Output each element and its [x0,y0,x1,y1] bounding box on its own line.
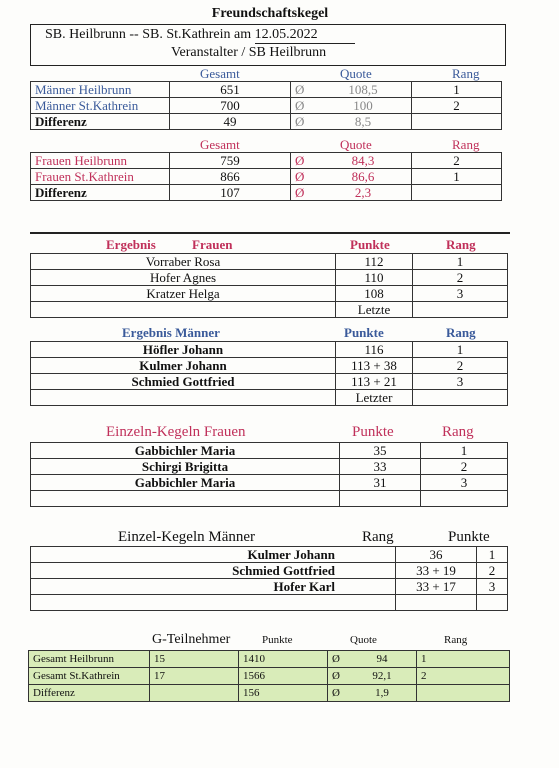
team-rang: 1 [417,651,510,668]
team-quote: 1,9 [348,685,417,702]
team-quote: 100 [315,98,412,114]
team-gesamt: 700 [170,98,291,114]
team-rang [417,685,510,702]
event-header-box [30,24,506,66]
team-name: Gesamt St.Kathrein [29,668,150,685]
player-name: Kulmer Johann [31,547,396,563]
table-row [31,563,508,579]
table-row [31,185,502,201]
player-name: Gabbichler Maria [31,443,340,459]
team-punkte: 1566 [239,668,328,685]
table-row [31,302,508,318]
player-punkte: 31 [340,475,421,491]
player-rang: 2 [413,270,508,286]
team-name: Männer Heilbrunn [31,82,170,98]
team-name: Gesamt Heilbrunn [29,651,150,668]
section-title-g-teilnehmer: G-Teilnehmer [152,632,231,647]
table-row [31,286,508,302]
team-quote: 8,5 [315,114,412,130]
team-quote: 108,5 [315,82,412,98]
table-row [31,358,508,374]
player-name: Gabbichler Maria [31,475,340,491]
table-row [31,579,508,595]
player-rang: 36 [396,547,477,563]
team-quote: 84,3 [315,153,412,169]
team-gesamt: 759 [170,153,291,169]
player-punkte: 110 [336,270,413,286]
col-punkte-label: Punkte [350,237,390,252]
table-row [31,374,508,390]
col-gesamt-label: Gesamt [200,66,240,81]
col-rang-label: Rang [442,424,474,440]
g-teilnehmer-table [28,650,510,702]
col-gesamt-label: Gesamt [200,137,240,152]
table-row [31,342,508,358]
col-punkte-label: Punkte [262,634,293,646]
player-punkte: 112 [336,254,413,270]
player-rang: 1 [413,254,508,270]
table-row [31,153,502,169]
player-punkte: 35 [340,443,421,459]
team-quote: 94 [348,651,417,668]
team-rang: 1 [412,82,502,98]
team-name: Frauen Heilbrunn [31,153,170,169]
event-teams: SB. Heilbrunn -- SB. St.Kathrein am [45,27,255,42]
ergebnis-frauen-table [30,253,508,318]
team-name: Männer St.Kathrein [31,98,170,114]
team-count: 15 [150,651,239,668]
player-rang [421,491,508,507]
player-name: Schmied Gottfried [31,563,396,579]
avg-symbol: Ø [291,98,316,114]
player-rang [413,390,508,406]
organizer-line: Veranstalter / SB Heilbrunn [171,45,327,60]
player-rang: 3 [413,286,508,302]
team-name: Frauen St.Kathrein [31,169,170,185]
section-title-einzel-frauen: Einzeln-Kegeln Frauen [106,424,246,440]
section-title-ergebnis-maenner: Ergebnis Männer [122,325,220,340]
page-title: Freundschaftskegel [211,6,329,21]
col-rang-label: Rang [452,66,480,81]
col-quote-label: Quote [340,66,372,81]
team-count [150,685,239,702]
einzel-frauen-table [30,442,508,507]
table-row [29,668,510,685]
section-title-ergebnis: Ergebnis [106,237,156,252]
table-row [31,459,508,475]
avg-symbol: Ø [328,685,349,702]
avg-symbol: Ø [328,651,349,668]
team-count: 17 [150,668,239,685]
player-punkte: 1 [477,547,508,563]
team-rang [412,185,502,201]
team-rang: 2 [412,98,502,114]
player-punkte: 3 [477,579,508,595]
section-divider [30,232,510,234]
table-row [31,82,502,98]
table-row [31,390,508,406]
player-name [31,390,336,406]
player-name: Schirgi Brigitta [31,459,340,475]
team-rang: 2 [412,153,502,169]
col-quote-label: Quote [340,137,372,152]
table-row [31,547,508,563]
player-rang: 33 + 17 [396,579,477,595]
team-punkte: 156 [239,685,328,702]
table-row [31,254,508,270]
einzel-maenner-table [30,546,508,611]
avg-symbol: Ø [291,185,316,201]
player-rang: 3 [413,374,508,390]
table-row [31,114,502,130]
player-punkte: 2 [477,563,508,579]
avg-symbol: Ø [291,114,316,130]
player-rang: 1 [421,443,508,459]
player-name: Hofer Karl [31,579,396,595]
team-name: Differenz [29,685,150,702]
player-name: Hofer Agnes [31,270,336,286]
section-title-einzel-maenner: Einzel-Kegeln Männer [118,529,256,545]
event-date: 12.05.2022 [255,27,355,44]
player-punkte: 113 + 21 [336,374,413,390]
avg-symbol: Ø [291,82,316,98]
team-gesamt: 49 [170,114,291,130]
table-row [29,685,510,702]
player-name: Schmied Gottfried [31,374,336,390]
table-row [31,443,508,459]
ergebnis-maenner-table [30,341,508,406]
table-row [31,270,508,286]
player-punkte: 108 [336,286,413,302]
col-rang-label: Rang [446,325,476,340]
col-rang-label: Rang [446,237,476,252]
player-rang: 3 [421,475,508,491]
team-gesamt: 651 [170,82,291,98]
col-punkte-label: Punkte [448,529,490,545]
player-rang: 1 [413,342,508,358]
player-rang [413,302,508,318]
avg-symbol: Ø [291,153,316,169]
team-women-table [30,152,502,201]
table-row [31,475,508,491]
event-line [45,27,355,44]
col-rang-label: Rang [444,634,468,646]
team-rang [412,114,502,130]
team-rang: 2 [417,668,510,685]
avg-symbol: Ø [328,668,349,685]
team-gesamt: 107 [170,185,291,201]
player-rang: 2 [413,358,508,374]
player-rang [396,595,477,611]
player-name: Höfler Johann [31,342,336,358]
team-gesamt: 866 [170,169,291,185]
table-row [31,169,502,185]
player-rang: 33 + 19 [396,563,477,579]
player-punkte: 116 [336,342,413,358]
player-punkte [477,595,508,611]
col-rang-label: Rang [362,529,394,545]
table-row [31,491,508,507]
player-punkte: Letzter [336,390,413,406]
player-punkte: 113 + 38 [336,358,413,374]
player-name [31,491,340,507]
team-quote: 2,3 [315,185,412,201]
col-quote-label: Quote [350,634,377,646]
team-men-table [30,81,502,130]
table-row [29,651,510,668]
team-name: Differenz [31,114,170,130]
team-quote: 86,6 [315,169,412,185]
table-row [31,595,508,611]
team-name: Differenz [31,185,170,201]
player-name [31,302,336,318]
section-title-frauen: Frauen [192,237,233,252]
player-rang: 2 [421,459,508,475]
player-name: Kratzer Helga [31,286,336,302]
table-row [31,98,502,114]
avg-symbol: Ø [291,169,316,185]
col-punkte-label: Punkte [352,424,394,440]
player-punkte: 33 [340,459,421,475]
player-name: Kulmer Johann [31,358,336,374]
team-quote: 92,1 [348,668,417,685]
col-punkte-label: Punkte [344,325,384,340]
player-punkte [340,491,421,507]
team-punkte: 1410 [239,651,328,668]
player-name [31,595,396,611]
col-rang-label: Rang [452,137,480,152]
player-name: Vorraber Rosa [31,254,336,270]
player-punkte: Letzte [336,302,413,318]
team-rang: 1 [412,169,502,185]
